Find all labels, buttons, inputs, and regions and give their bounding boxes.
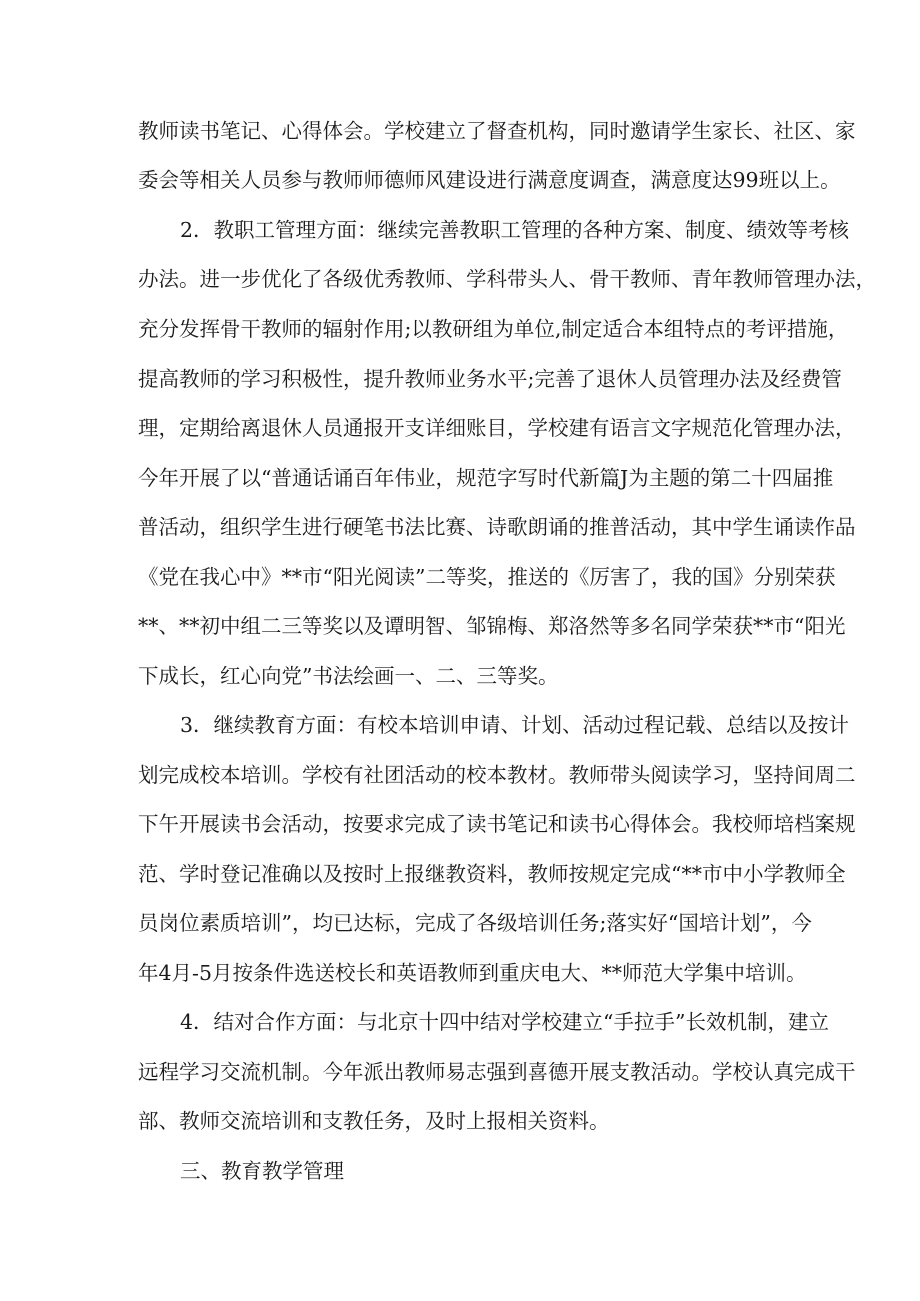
text-line: 下午开展读书会活动，按要求完成了读书笔记和读书心得体会。我校师培档案规	[138, 812, 856, 836]
paragraph-2-first-line: 2．教职工管理方面：继续完善教职工管理的各种方案、制度、绩效等考核	[180, 218, 850, 242]
text-line: 部、教师交流培训和支教任务，及时上报相关资料。	[138, 1109, 610, 1133]
text-line: 远程学习交流机制。今年派出教师易志强到喜德开展支教活动。学校认真完成干	[138, 1060, 856, 1084]
text-line: 下成长，红心向党”书法绘画一、二、三等奖。	[138, 664, 559, 688]
text-line: 今年开展了以“普通话诵百年伟业，规范字写时代新篇J为主题的第二十四届推	[138, 466, 834, 490]
text-line: 《党在我心中》**市“阳光阅读”二等奖，推送的《厉害了，我的国》分别荣获	[138, 565, 836, 589]
text-line: 教师读书笔记、心得体会。学校建立了督查机构，同时邀请学生家长、社区、家	[138, 119, 856, 143]
section-heading: 三、教育教学管理	[180, 1159, 344, 1183]
text-line: 年4月-5月按条件选送校长和英语教师到重庆电大、**师范大学集中培训。	[138, 961, 807, 985]
text-line: 委会等相关人员参与教师师德师风建设进行满意度调查，满意度达99班以上。	[138, 168, 841, 192]
text-line: 提高教师的学习积极性，提升教师业务水平;完善了退休人员管理办法及经费管	[138, 367, 842, 391]
text-line: 理，定期给离退休人员通报开支详细账目，学校建有语言文字规范化管理办法，	[138, 416, 856, 440]
text-line: 范、学时登记准确以及按时上报继教资料，教师按规定完成“**市中小学教师全	[138, 862, 846, 886]
text-line: 办法。进一步优化了各级优秀教师、学科带头人、骨干教师、青年教师管理办法，	[138, 267, 876, 291]
paragraph-4-first-line: 4．结对合作方面：与北京十四中结对学校建立“手拉手”长效机制，建立	[180, 1010, 830, 1034]
text-line: 员岗位素质培训”，均已达标，完成了各级培训任务;落实好“国培计划”，今	[138, 911, 812, 935]
text-line: **、**初中组二三等奖以及谭明智、邹锦梅、郑洛然等多名同学荣获**市“阳光	[138, 614, 846, 638]
paragraph-3-first-line: 3．继续教育方面：有校本培训申请、计划、活动过程记载、总结以及按计	[180, 713, 850, 737]
text-line: 普活动，组织学生进行硬笔书法比赛、诗歌朗诵的推普活动，其中学生诵读作品	[138, 515, 856, 539]
text-line: 充分发挥骨干教师的辐射作用;以教研组为单位,制定适合本组特点的考评措施，	[138, 317, 849, 341]
text-line: 划完成校本培训。学校有社团活动的校本教材。教师带头阅读学习，坚持间周二	[138, 763, 856, 787]
